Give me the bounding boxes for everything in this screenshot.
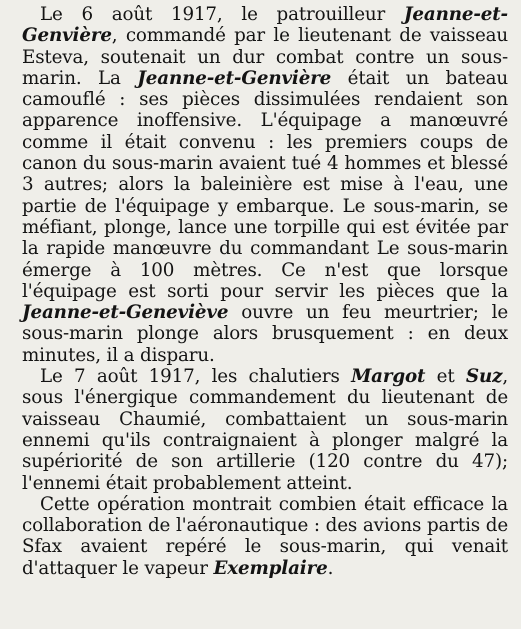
italic-name-run: Jeanne-et-Geneviève [22,302,229,324]
italic-name-run: Margot [351,366,426,388]
text-run: et [425,366,466,388]
text-run: , commandé par le lieutenant de vaisseau Esteva, soutenait un dur combat contre un sous-marin. La [22,25,508,89]
paragraph-7-aout [22,366,508,494]
italic-name-run: Exemplaire [213,557,328,579]
text-run: Cette opération montrait combien était efficace la collaboration de l'aéronautique : des avions partis de Sfax avaient repéré le sous-marin, qui venait d'attaquer le vapeur [22,493,508,579]
article-text-column [22,4,508,579]
paragraph-6-aout [22,4,508,366]
text-run: . [327,557,334,579]
italic-name-run: Suz [465,366,503,388]
text-run: était un bateau camouflé : ses pièces dissimulées rendaient son apparence inoffensive. L'équipage a manœuvré comme il était convenu : les premiers coups de canon du sous-marin avaient tué 4 hommes et blessé 3 autres; alors la baleinière est mise à l'eau, une partie de l'équipage y embarque. Le sous-marin, se méfiant, plonge, lance une torpille qui est évitée par la rapide manœuvre du commandant Le sous-marin émerge à 100 mètres. Ce n'est que lorsque l'équipage est sorti pour servir les pièces que la [22,67,509,302]
text-run: Le 6 août 1917, le patrouilleur [40,4,404,25]
italic-name-run: Jeanne-et-Genvière [22,4,508,47]
text-run: , sous l'énergique commandement du lieutenant de vaisseau Chaumié, combattaient un sous-marin ennemi qu'ils contraignaient à plonger malgré la supériorité de son artillerie (120 contre du 47); l'ennemi était probablement atteint. [22,366,509,494]
text-run: Le 7 août 1917, les chalutiers [40,366,352,388]
paragraph-aeronautique [22,494,508,579]
italic-name-run: Jeanne-et-Genvière [137,67,332,89]
text-run: ouvre un feu meurtrier; le sous-marin plonge alors brusquement : en deux minutes, il a disparu. [22,302,508,366]
